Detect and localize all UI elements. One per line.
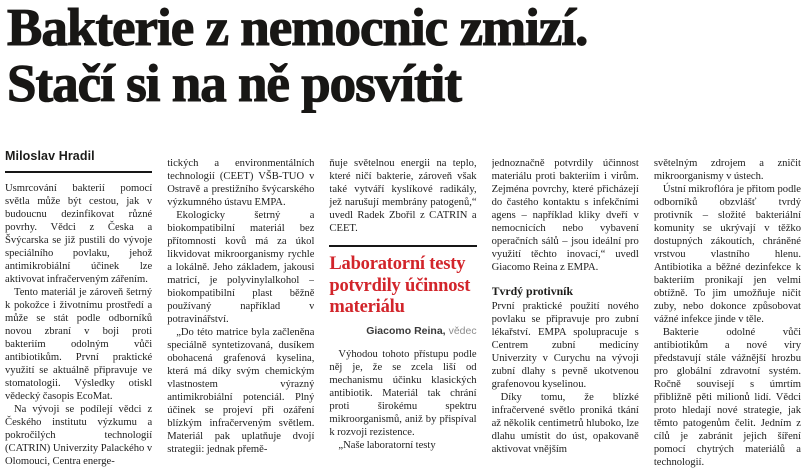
column-5 <box>654 146 801 469</box>
article-body <box>5 146 801 469</box>
article-paragraph: ňuje světelnou energii na teplo, které ničí bakterie, zároveň však také vytváří kyslíkové radikály, jež narušují membrány patogenů,“ uvedl Radek Zbořil z CATRIN a CEET. <box>329 158 477 234</box>
pull-quote-divider <box>329 245 476 247</box>
column-2 <box>167 146 314 469</box>
article-paragraph: První praktické použití nového povlaku se připravuje pro zubní lékařství. EMPA spolupracuje s Centrem zubní medicíny Univerzity v Curychu na vývoji zubní dlahy s pevně ukotvenou grafenovou kyselinou. <box>491 301 639 390</box>
attribution-role: vědec <box>448 324 477 337</box>
attribution-name: Giacomo Reina, <box>366 324 446 337</box>
headline-line-1: Bakterie z nemocnic zmizí. <box>7 0 588 57</box>
pull-quote-text: Laboratorní testy potvrdily účinnost materiálu <box>329 254 471 317</box>
article-paragraph: Na vývoji se podílejí vědci z Českého institutu výzkumu a pokročilých technologií (CATRIN) Univerzity Palackého v Olomouci, Centra energe- <box>5 404 153 467</box>
article-headline <box>7 0 787 112</box>
article-paragraph: tických a environmentálních technologií (CEET) VŠB-TUO v Ostravě a prestižního švýcarského výzkumného ústavu EMPA. <box>167 158 315 208</box>
column-4 <box>492 146 639 469</box>
article-paragraph: Tento materiál je zároveň šetrný k pokožce i životnímu prostředí a může se stát podle odborníků novou zbraní v boji proti bakteriím odolným vůči antibiotikům. První praktické využití se aktuálně připravuje ve stomatologii. Výsledky otiskl vědecký časopis EcoMat. <box>5 287 153 402</box>
column-3 <box>329 146 476 469</box>
article-paragraph: světelným zdrojem a zničit mikroorganismy v ústech. <box>653 158 802 182</box>
article-paragraph: Ústní mikroflóra je přitom podle odborníků obzvlášť tvrdý protivník – složité bakteriální komunity se ukrývají v těžko dostupných zákoutích, chráněné vrstvou vlastního hlenu. Antibiotika a běžné dezinfekce k bakteriím pronikají jen velmi obtížně. To jim umožňuje ničit zuby, nebo dokonce způsobovat vážné infekce jinde v těle. <box>653 184 802 325</box>
pull-quote <box>329 245 476 337</box>
headline-line-2: Stačí si na ně posvítit <box>7 55 462 113</box>
column-1 <box>5 146 152 469</box>
pull-quote-attribution <box>329 325 476 337</box>
article-paragraph: „Do této matrice byla začleněna speciálně syntetizovaná, dusíkem obohacená grafenová kyselina, která má díky svým chemickým vlastnostem výrazný antimikrobiální potenciál. Plný účinek se projeví při ozáření blízkým infračerveným světlem. Materiál pak uplatňuje dvojí strategii: jednak přemě- <box>167 327 315 455</box>
byline-divider <box>5 171 152 173</box>
article-paragraph: Bakterie odolné vůči antibiotikům a nové viry představují stále vážnější hrozbu pro globální zdravotní systém. Ročně souvisejí s úmrtím přibližně pěti milionů lidí. Vědci proto hledají nové strategie, jak těmto patogenům čelit. Jedním z cílů je zabránit jejich šíření pomocí chytrých materiálů a technologií. <box>653 327 802 468</box>
article-paragraph: „Naše laboratorní testy <box>338 439 436 451</box>
article-paragraph: jednoznačně potvrdily účinnost materiálu proti bakteriím i virům. Zejména povrchy, které přicházejí do častého kontaktu s infekčními agens – například kliky dveří v nemocnicích nebo vybavení operačních sálů – jsou ideální pro využití těchto inovací,“ uvedl Giacomo Reina z EMPA. <box>491 158 639 273</box>
section-subheading: Tvrdý protivník <box>491 284 574 298</box>
article-paragraph: Usmrcování bakterií pomocí světla může být cestou, jak v budoucnu dezinfikovat různé povrhy. Vědci z Česka a Švýcarska se již pustili do vývoje speciálního povlaku, jehož antimikrobiální účinek lze aktivovat infračerveným zářením. <box>5 183 153 285</box>
article-paragraph: Ekologicky šetrný a biokompatibilní materiál bez přítomnosti kovů má za úkol likvidovat mikroorganismy rychle a lokálně. Jeho základem, jakousi matricí, je polyvinylalkohol – biokompatibilní plast běžně používaný například v potravinářství. <box>167 210 315 325</box>
article-paragraph: Díky tomu, že blízké infračervené světlo proniká tkání až několik centimetrů hluboko, lze dlahu umístit do úst, opakovaně aktivovat vnějším <box>491 392 639 455</box>
byline-author: Miloslav Hradil <box>5 149 95 163</box>
article-paragraph: Výhodou tohoto přístupu podle něj je, že se zcela liší od mechanismu účinku klasických antibiotik. Materiál tak chrání proti širokému spektru mikroorganismů, aniž by přispíval k rozvoji rezistence. <box>329 348 477 438</box>
